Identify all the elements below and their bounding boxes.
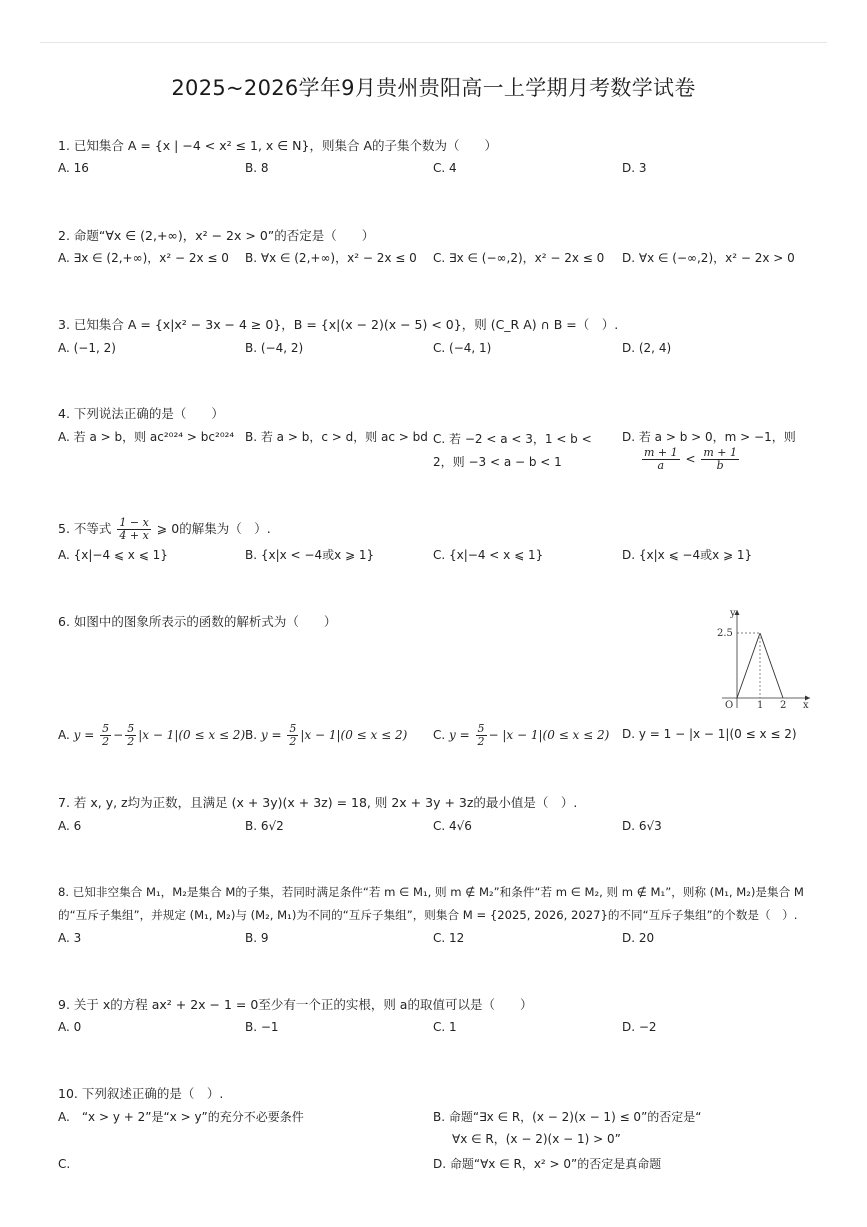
q1-option-c[interactable]: C. 4: [433, 161, 457, 175]
header-divider: [40, 42, 827, 43]
q4-option-a[interactable]: A. 若 a > b，则 ac²⁰²⁴ > bc²⁰²⁴: [58, 430, 235, 444]
q9-option-c[interactable]: C. 1: [433, 1020, 457, 1034]
page-title: 2025~2026学年9月贵州贵阳高一上学期月考数学试卷: [171, 76, 696, 100]
graph-segment-right: [760, 633, 783, 698]
q6-option-a[interactable]: A. y = $\frac{5}{2}$ − $\frac{5}{2}$ |x − 1|(0 ≤ x ≤ 2): [58, 722, 246, 748]
q4-option-d[interactable]: [622, 428, 796, 446]
origin-label: O: [725, 700, 734, 711]
q4-option-c[interactable]: C. 若 −2 < a < 3，1 < b < 2，则 −3 < a − b < 1: [433, 432, 592, 469]
q10-option-b-line-2: ∀x ∈ R，(x − 2)(x − 1) > 0”: [452, 1132, 621, 1146]
q10-option-a[interactable]: A. “x > y + 2”是“x > y”的充分不必要条件: [58, 1110, 304, 1124]
q7-option-d[interactable]: D. 6√3: [622, 819, 662, 833]
q8-option-c[interactable]: C. 12: [433, 931, 465, 945]
tick-label-2-5: 2.5: [717, 628, 733, 639]
y-axis-label: y: [730, 608, 736, 619]
q9-option-b[interactable]: B. −1: [245, 1020, 279, 1034]
q3-option-d[interactable]: D. (2, 4): [622, 341, 672, 355]
q8-option-a[interactable]: A. 3: [58, 931, 82, 945]
q3-option-b[interactable]: B. (−4, 2): [245, 341, 304, 355]
question-9-stem: 9. 关于 x的方程 ax² + 2x − 1 = 0至少有一个正的实根，则 a的取值可以是（ ）: [58, 997, 533, 1012]
graph-segment-left: [737, 633, 760, 698]
question-8-stem-line-1: 8. 已知非空集合 M₁，M₂是集合 M的子集，若同时满足条件“若 m ∈ M₁, 则 m ∉ M₂”和条件“若 m ∈ M₂, 则 m ∉ M₁”，则称 (M₁, M₂)是集合 M: [58, 885, 804, 899]
question-5-stem: 5. 不等式 $\frac{1 - x}{4 + x}$ ⩾ 0的解集为（ ）.: [58, 516, 271, 542]
q1-option-a[interactable]: A. 16: [58, 161, 89, 175]
q6-function-graph: [712, 604, 814, 712]
q4-option-d-formula: $\frac{m + 1}{a}$ < $\frac{m + 1}{b}$: [644, 446, 737, 472]
q2-option-d[interactable]: D. ∀x ∈ (−∞,2)，x² − 2x > 0: [622, 251, 795, 265]
question-6-stem: 6. 如图中的图象所表示的函数的解析式为（ ）: [58, 614, 337, 629]
tick-label-2: 2: [780, 700, 787, 711]
q7-option-c[interactable]: C. 4√6: [433, 819, 472, 833]
question-10-stem: 10. 下列叙述正确的是（ ）.: [58, 1086, 224, 1101]
q7-option-b[interactable]: B. 6√2: [245, 819, 284, 833]
q4-option-d-text: D. 若 a > b > 0，m > −1，则: [622, 430, 796, 444]
q4-option-b[interactable]: B. 若 a > b，c > d，则 ac > bd: [245, 430, 428, 444]
q5-option-c[interactable]: C. {x|−4 < x ⩽ 1}: [433, 548, 544, 562]
q4-d-frac-left: $\frac{m + 1}{a}$: [644, 446, 678, 472]
q10-option-c[interactable]: C.: [58, 1157, 71, 1171]
q2-option-a[interactable]: A. ∃x ∈ (2,+∞)，x² − 2x ≤ 0: [58, 251, 229, 265]
q1-option-d[interactable]: D. 3: [622, 161, 647, 175]
q2-option-c[interactable]: C. ∃x ∈ (−∞,2)，x² − 2x ≤ 0: [433, 251, 605, 265]
q6-option-c[interactable]: C. y = $\frac{5}{2}$ − |x − 1|(0 ≤ x ≤ 2): [433, 722, 610, 748]
tick-label-1: 1: [757, 700, 764, 711]
x-axis-label: x: [803, 700, 809, 711]
q9-option-a[interactable]: A. 0: [58, 1020, 82, 1034]
q3-option-a[interactable]: A. (−1, 2): [58, 341, 116, 355]
q1-option-b[interactable]: B. 8: [245, 161, 269, 175]
q3-option-c[interactable]: C. (−4, 1): [433, 341, 492, 355]
q9-option-d[interactable]: D. −2: [622, 1020, 657, 1034]
q4-d-frac-right: $\frac{m + 1}{b}$: [703, 446, 737, 472]
q10-option-d[interactable]: D. 命题“∀x ∈ R，x² > 0”的否定是真命题: [433, 1157, 662, 1171]
q7-option-a[interactable]: A. 6: [58, 819, 82, 833]
question-7-stem: 7. 若 x, y, z均为正数，且满足 (x + 3y)(x + 3z) = 18, 则 2x + 3y + 3z的最小值是（ ）.: [58, 795, 578, 810]
question-4-stem: 4. 下列说法正确的是（ ）: [58, 406, 224, 421]
q5-option-a[interactable]: A. {x|−4 ⩽ x ⩽ 1}: [58, 548, 168, 562]
q5-option-b[interactable]: B. {x|x < −4或x ⩾ 1}: [245, 548, 375, 562]
q2-option-b[interactable]: B. ∀x ∈ (2,+∞)，x² − 2x ≤ 0: [245, 251, 417, 265]
q5-fraction: $\frac{1 - x}{4 + x}$: [119, 516, 149, 542]
question-8-stem-line-2: 的“互斥子集组”，并规定 (M₁, M₂)与 (M₂, M₁)为不同的“互斥子集组”，则集合 M = {2025, 2026, 2027}的不同“互斥子集组”的个数是（ ）.: [58, 908, 798, 922]
question-2-stem: 2. 命题“∀x ∈ (2,+∞)，x² − 2x > 0”的否定是（ ）: [58, 228, 375, 243]
q8-option-b[interactable]: B. 9: [245, 931, 269, 945]
q10-option-b-line-1: B. 命题“∃x ∈ R，(x − 2)(x − 1) ≤ 0”的否定是“: [433, 1110, 702, 1124]
q6-option-d[interactable]: D. y = 1 − |x − 1|(0 ≤ x ≤ 2): [622, 727, 797, 741]
question-1-stem: 1. 已知集合 A = {x | −4 < x² ≤ 1, x ∈ N}，则集合 A的子集个数为（ ）: [58, 138, 497, 153]
q10-option-b[interactable]: [433, 1108, 702, 1126]
q8-option-d[interactable]: D. 20: [622, 931, 655, 945]
q5-option-d[interactable]: D. {x|x ⩽ −4或x ⩾ 1}: [622, 548, 753, 562]
q6-option-b[interactable]: B. y = $\frac{5}{2}$ |x − 1|(0 ≤ x ≤ 2): [245, 722, 408, 748]
question-3-stem: 3. 已知集合 A = {x|x² − 3x − 4 ≥ 0}，B = {x|(x − 2)(x − 5) < 0}，则 (C_R A) ∩ B =（ ）.: [58, 317, 619, 332]
